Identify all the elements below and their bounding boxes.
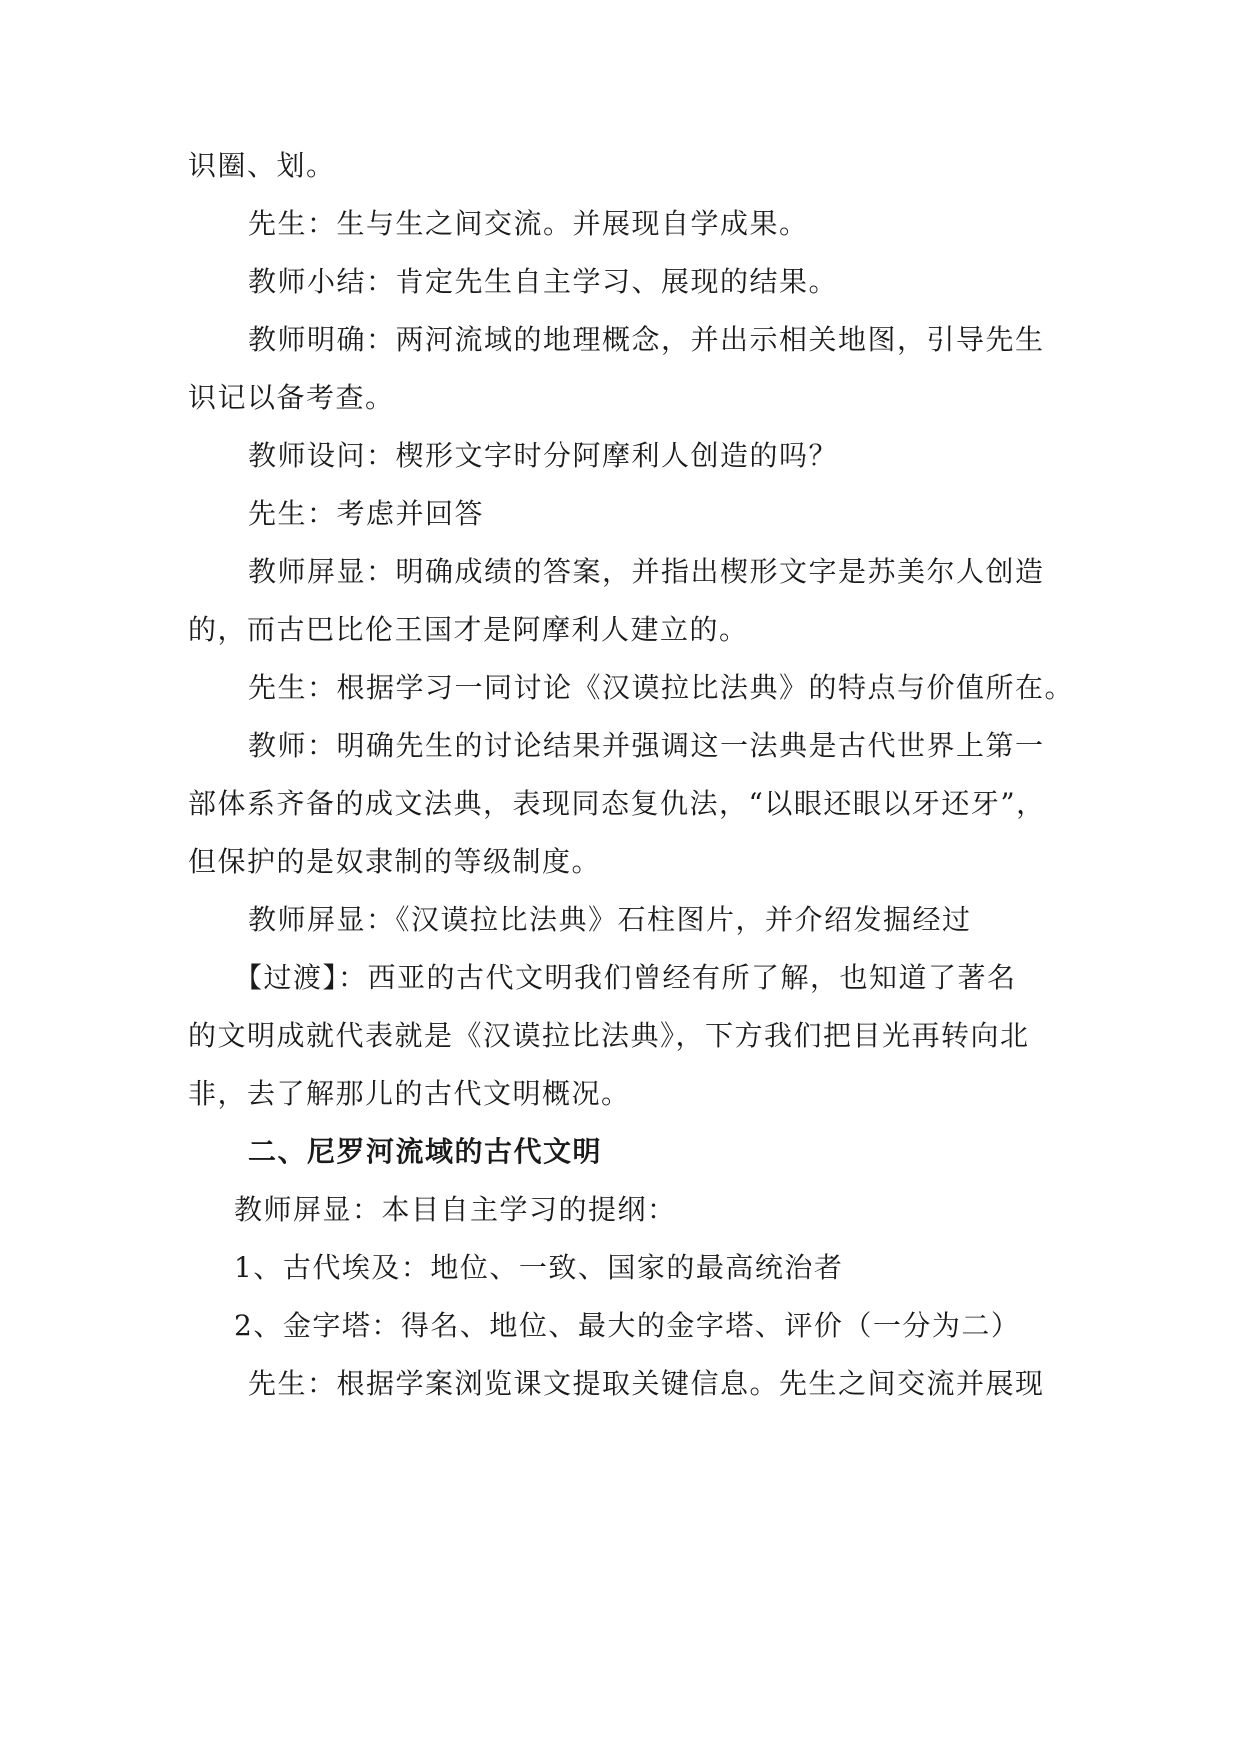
text-line: 教师小结：肯定先生自主学习、展现的结果。: [248, 265, 839, 298]
text-line: 先生：根据学案浏览课文提取关键信息。先生之间交流并展现: [248, 1367, 1045, 1400]
text-line: 非，去了解那儿的古代文明概况。: [188, 1077, 631, 1110]
list-item: 2、金字塔：得名、地位、最大的金字塔、评价（一分为二）: [234, 1309, 1021, 1342]
text-line: 的文明成就代表就是《汉谟拉比法典》，下方我们把目光再转向北: [188, 1019, 1030, 1052]
text-line: 教师：明确先生的讨论结果并强调这一法典是古代世界上第一: [248, 729, 1045, 762]
text-line: 识圈、划。: [188, 149, 336, 182]
text-line: 教师设问：楔形文字时分阿摩利人创造的吗？: [248, 439, 839, 472]
text-line: 识记以备考查。: [188, 381, 395, 414]
text-line: 先生：考虑并回答: [248, 497, 485, 530]
list-item: 1、古代埃及：地位、一致、国家的最高统治者: [234, 1251, 844, 1284]
text-line: 的，而古巴比伦王国才是阿摩利人建立的。: [188, 613, 749, 646]
text-line: 先生：生与生之间交流。并展现自学成果。: [248, 207, 809, 240]
transition-line: 【过渡】：西亚的古代文明我们曾经有所了解，也知道了著名: [234, 961, 1017, 994]
text-line: 但保护的是奴隶制的等级制度。: [188, 845, 602, 878]
text-line: 教师屏显：本目自主学习的提纲：: [234, 1193, 677, 1226]
text-line: 教师明确：两河流域的地理概念，并出示相关地图，引导先生: [248, 323, 1045, 356]
text-line: 教师屏显：《汉谟拉比法典》石柱图片，并介绍发掘经过: [248, 903, 972, 936]
text-line: 先生：根据学习一同讨论《汉谟拉比法典》的特点与价值所在。: [248, 671, 1075, 704]
text-line: 教师屏显：明确成绩的答案，并指出楔形文字是苏美尔人创造: [248, 555, 1045, 588]
section-heading: 二、尼罗河流域的古代文明: [248, 1135, 603, 1168]
text-line: 部体系齐备的成文法典，表现同态复仇法，“以眼还眼以牙还牙”，: [188, 787, 1046, 820]
